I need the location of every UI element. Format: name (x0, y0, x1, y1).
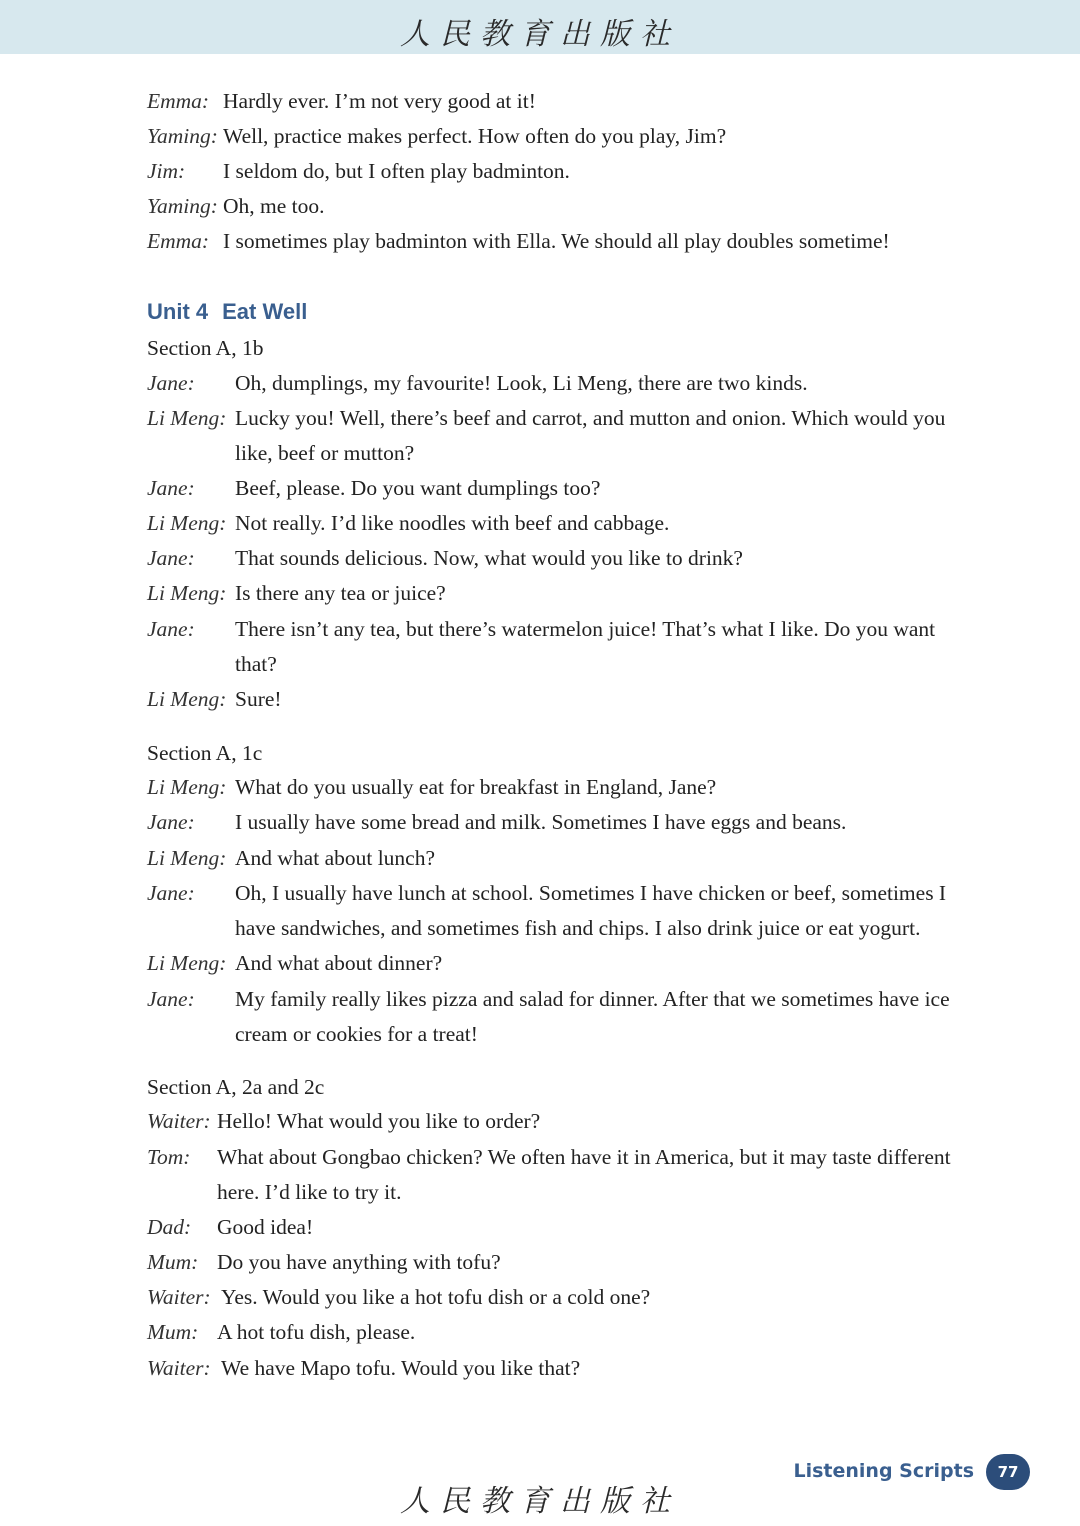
dialogue-text: Good idea! (217, 1215, 314, 1239)
speaker: Li Meng: (147, 846, 227, 870)
dialogue-text: Beef, please. Do you want dumplings too? (235, 476, 601, 500)
speaker: Waiter: (147, 1285, 211, 1309)
unit-number: Unit 4 (147, 299, 209, 324)
section-title: Section A, 1c (147, 741, 263, 765)
dialogue-text: Hardly ever. I’m not very good at it! (223, 89, 536, 113)
dialogue-text: A hot tofu dish, please. (217, 1320, 416, 1344)
dialogue-text: I seldom do, but I often play badminton. (223, 159, 570, 183)
dialogue-continuation: here. I’d like to try it. (217, 1180, 402, 1204)
publisher-logo-top: 人民教育出版社 (400, 17, 680, 52)
speaker: Jane: (147, 476, 195, 500)
dialogue-text: I usually have some bread and milk. Sometimes I have eggs and beans. (235, 810, 847, 834)
speaker: Yaming: (147, 194, 218, 218)
speaker: Dad: (147, 1215, 192, 1239)
speaker: Tom: (147, 1145, 191, 1169)
unit-heading (147, 299, 307, 325)
section-title: Section A, 2a and 2c (147, 1075, 325, 1099)
speaker: Jane: (147, 810, 195, 834)
speaker: Emma: (147, 229, 210, 253)
dialogue-text: What about Gongbao chicken? We often have it in America, but it may taste different (217, 1145, 951, 1169)
dialogue-text: Hello! What would you like to order? (217, 1109, 541, 1133)
dialogue-continuation: cream or cookies for a treat! (235, 1022, 478, 1046)
speaker: Yaming: (147, 124, 218, 148)
section-title: Section A, 1b (147, 336, 264, 360)
dialogue-text: Well, practice makes perfect. How often do you play, Jim? (223, 124, 727, 148)
speaker: Li Meng: (147, 581, 227, 605)
dialogue-continuation: that? (235, 652, 277, 676)
page-number-badge: 77 (986, 1454, 1030, 1490)
dialogue-text: Do you have anything with tofu? (217, 1250, 501, 1274)
dialogue-text: Not really. I’d like noodles with beef and cabbage. (235, 511, 670, 535)
dialogue-text: We have Mapo tofu. Would you like that? (221, 1356, 581, 1380)
dialogue-text: That sounds delicious. Now, what would you like to drink? (235, 546, 743, 570)
speaker: Jane: (147, 371, 195, 395)
dialogue-text: Yes. Would you like a hot tofu dish or a cold one? (221, 1285, 651, 1309)
dialogue-text: And what about dinner? (235, 951, 443, 975)
speaker: Waiter: (147, 1109, 211, 1133)
speaker: Li Meng: (147, 406, 227, 430)
unit-title: Eat Well (222, 299, 308, 324)
speaker: Jane: (147, 617, 195, 641)
speaker: Jim: (147, 159, 186, 183)
speaker: Jane: (147, 546, 195, 570)
dialogue-text: I sometimes play badminton with Ella. We should all play doubles sometime! (223, 229, 890, 253)
dialogue-text: My family really likes pizza and salad for dinner. After that we sometimes have ice (235, 987, 950, 1011)
dialogue-text: What do you usually eat for breakfast in England, Jane? (235, 775, 717, 799)
dialogue-text: Oh, me too. (223, 194, 325, 218)
speaker: Jane: (147, 881, 195, 905)
speaker: Li Meng: (147, 511, 227, 535)
publisher-logo-bottom: 人民教育出版社 (400, 1484, 680, 1519)
dialogue-text: And what about lunch? (235, 846, 436, 870)
speaker: Mum: (147, 1250, 199, 1274)
dialogue-text: Is there any tea or juice? (235, 581, 446, 605)
footer-section-label: Listening Scripts (793, 1460, 974, 1482)
speaker: Li Meng: (147, 687, 227, 711)
dialogue-continuation: have sandwiches, and sometimes fish and chips. I also drink juice or eat yogurt. (235, 916, 921, 940)
dialogue-text: Lucky you! Well, there’s beef and carrot, and mutton and onion. Which would you (235, 406, 946, 430)
dialogue-text: Oh, I usually have lunch at school. Sometimes I have chicken or beef, sometimes I (235, 881, 947, 905)
speaker: Li Meng: (147, 951, 227, 975)
speaker: Mum: (147, 1320, 199, 1344)
dialogue-text: Sure! (235, 687, 282, 711)
speaker: Waiter: (147, 1356, 211, 1380)
dialogue-text: Oh, dumplings, my favourite! Look, Li Meng, there are two kinds. (235, 371, 808, 395)
speaker: Jane: (147, 987, 195, 1011)
speaker: Li Meng: (147, 775, 227, 799)
dialogue-text: There isn’t any tea, but there’s watermelon juice! That’s what I like. Do you want (235, 617, 936, 641)
dialogue-continuation: like, beef or mutton? (235, 441, 415, 465)
speaker: Emma: (147, 89, 210, 113)
